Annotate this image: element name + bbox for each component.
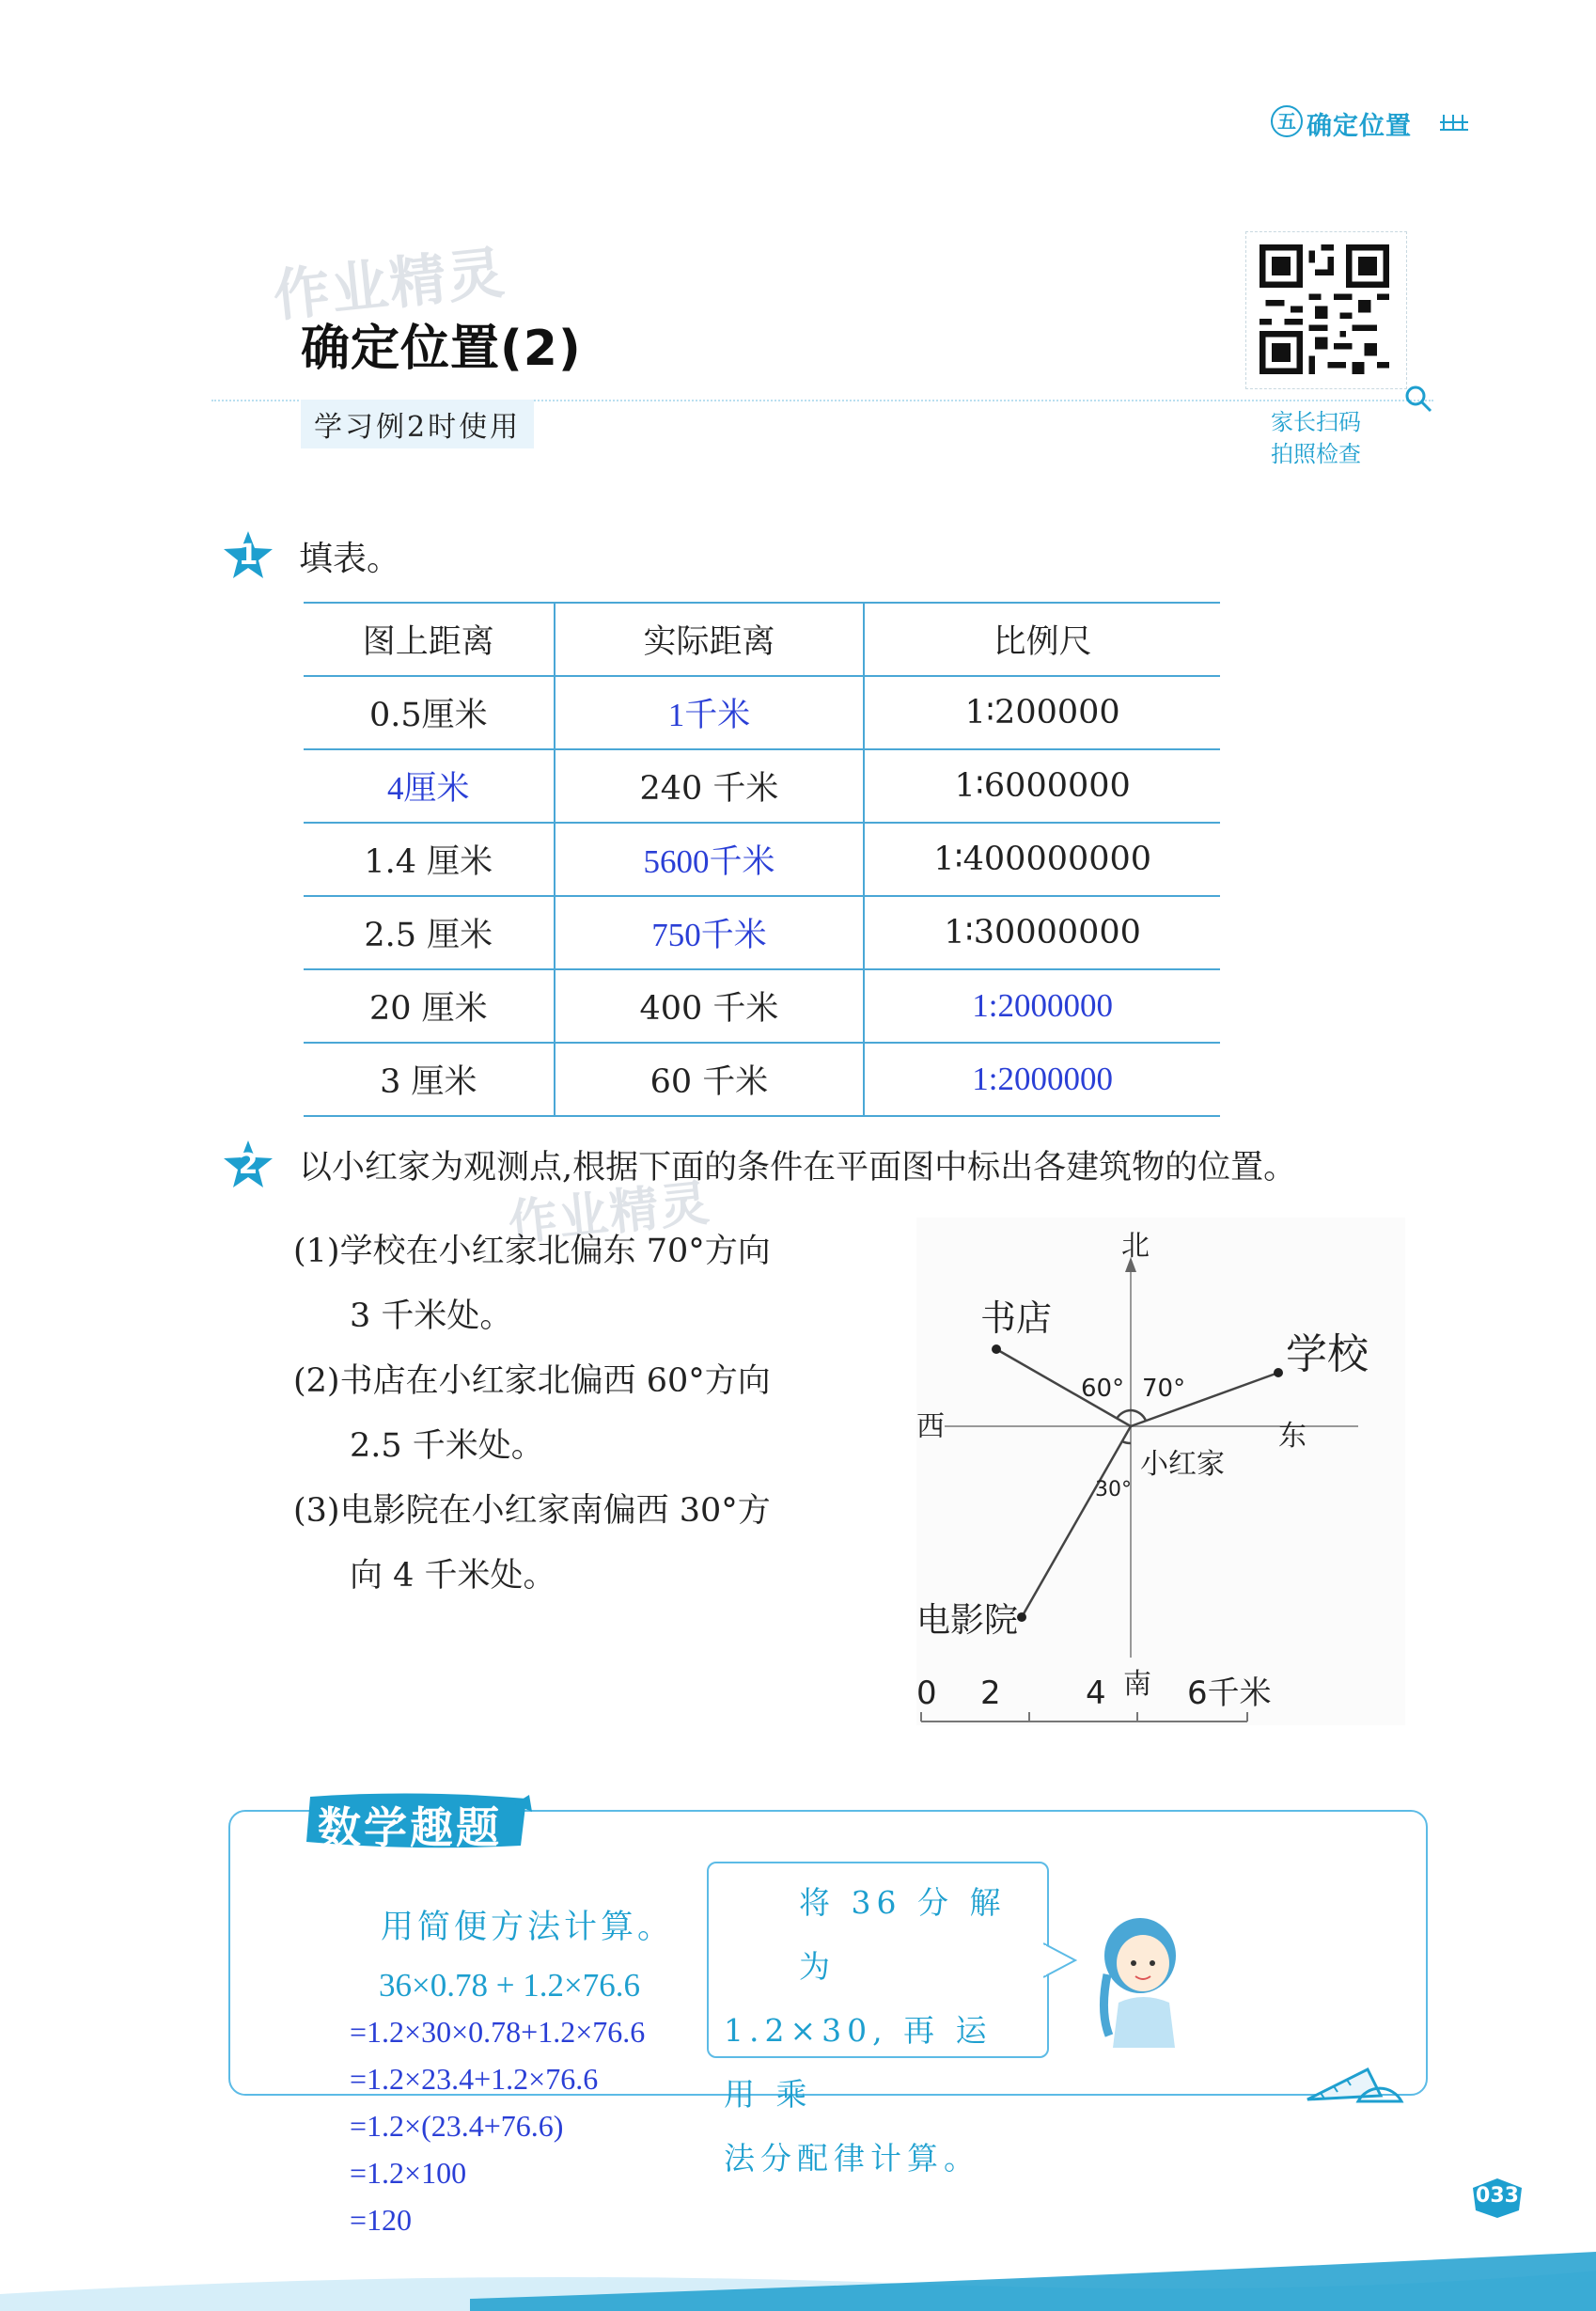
table-row <box>304 676 1220 749</box>
map-distance-cell: 20 厘米 <box>304 969 555 1043</box>
scale-tick-label: 0 <box>916 1674 937 1712</box>
table-row <box>304 969 1220 1043</box>
chapter-badge: 五 <box>1271 105 1303 137</box>
school-point <box>1274 1368 1283 1377</box>
solution-step: =1.2×100 <box>350 2156 467 2190</box>
bubble-tail <box>1043 1942 1077 1979</box>
ruler-protractor-icon <box>1302 2054 1405 2111</box>
solution-step: =1.2×30×0.78+1.2×76.6 <box>350 2015 646 2049</box>
scale-cell: 1∶200000 <box>864 676 1220 749</box>
scale-table <box>304 602 1220 1117</box>
actual-distance-cell: 240 千米 <box>555 749 865 823</box>
angle-label-sw: 30° <box>1095 1478 1132 1501</box>
watermark: 作业精灵 <box>270 240 509 330</box>
ladder-deco-icon <box>1438 111 1470 132</box>
actual-distance-cell: 400 千米 <box>555 969 865 1043</box>
scale-tick-label: 4 <box>1086 1674 1106 1712</box>
solution-steps <box>350 2008 645 2243</box>
qr-hint-line2: 拍照检查 <box>1271 441 1361 467</box>
footer-wave <box>0 2242 1596 2311</box>
fun-prompt: 用简便方法计算。 <box>381 1909 675 1946</box>
cinema-label: 电影院 <box>916 1601 1019 1640</box>
map-distance-cell: 0.5厘米 <box>304 676 555 749</box>
map-distance-cell: 2.5 厘米 <box>304 896 555 969</box>
hint-line: 法分配律计算。 <box>724 2140 980 2177</box>
solution-step: =1.2×(23.4+76.6) <box>350 2109 564 2143</box>
scale-tick-label: 2 <box>980 1674 1001 1712</box>
angle-arc-sw <box>1122 1441 1131 1443</box>
table-row <box>304 896 1220 969</box>
question-prompt: 填表。 <box>299 540 401 578</box>
actual-distance-cell: 60 千米 <box>555 1043 865 1116</box>
map-distance-cell: 3 厘米 <box>304 1043 555 1116</box>
answer-cell[interactable]: 1:2000000 <box>864 1043 1220 1116</box>
condition-1-cont: 3 千米处。 <box>350 1297 513 1335</box>
fun-title: 数学趣题 <box>318 1802 502 1853</box>
hint-text <box>724 1871 1034 2191</box>
angle-arc-ne <box>1131 1410 1146 1421</box>
school-label: 学校 <box>1286 1330 1369 1378</box>
solution-step: =120 <box>350 2203 413 2237</box>
watermark: 作业精灵 <box>506 1174 714 1253</box>
table-header-row <box>304 603 1220 676</box>
column-header: 图上距离 <box>304 603 555 676</box>
center-label: 小红家 <box>1140 1448 1225 1481</box>
angle-arc-nw <box>1117 1410 1131 1419</box>
map-distance-cell: 1.4 厘米 <box>304 823 555 896</box>
answer-cell[interactable]: 1:2000000 <box>864 969 1220 1043</box>
scale-tick-label: 6千米 <box>1187 1674 1272 1712</box>
answer-cell[interactable]: 4厘米 <box>304 749 555 823</box>
condition-3: (3)电影院在小红家南偏西 30°方 <box>293 1492 771 1530</box>
chapter-title: 确定位置 <box>1307 112 1412 141</box>
angle-label-ne: 70° <box>1142 1375 1186 1403</box>
bookstore-label: 书店 <box>980 1297 1053 1339</box>
qr-hint <box>1271 406 1361 470</box>
east-label: 东 <box>1278 1420 1307 1453</box>
west-label: 西 <box>916 1410 945 1443</box>
fun-expression: 36×0.78 + 1.2×76.6 <box>379 1967 640 2004</box>
condition-1: (1)学校在小红家北偏东 70°方向 <box>293 1233 771 1270</box>
column-header: 比例尺 <box>864 603 1220 676</box>
cinema-point <box>1017 1612 1026 1622</box>
lesson-title: 确定位置(2) <box>301 321 582 377</box>
solution-step: =1.2×23.4+1.2×76.6 <box>350 2062 599 2096</box>
usage-note: 学习例2时使用 <box>301 400 534 448</box>
bookstore-point <box>992 1344 1001 1354</box>
position-diagram[interactable] <box>916 1218 1405 1725</box>
scale-cell: 1∶6000000 <box>864 749 1220 823</box>
question-prompt: 以小红家为观测点,根据下面的条件在平面图中标出各建筑物的位置。 <box>299 1149 1297 1187</box>
qr-code-icon[interactable] <box>1260 244 1389 374</box>
answer-cell[interactable]: 1千米 <box>555 676 865 749</box>
answer-cell[interactable]: 750千米 <box>555 896 865 969</box>
table-row <box>304 1043 1220 1116</box>
scale-cell: 1∶400000000 <box>864 823 1220 896</box>
table-row <box>304 749 1220 823</box>
condition-2: (2)书店在小红家北偏西 60°方向 <box>293 1362 771 1400</box>
hint-line: 1.2×30, 再 运 用 乘 <box>724 2012 993 2113</box>
angle-label-nw: 60° <box>1081 1375 1125 1403</box>
hint-line: 将 36 分 解 为 <box>799 1884 1007 1985</box>
cinema-ray <box>1022 1426 1131 1617</box>
girl-illustration-icon <box>1088 1909 1192 2050</box>
question-number: 1 <box>238 539 258 572</box>
search-icon <box>1403 384 1433 414</box>
scale-cell: 1∶30000000 <box>864 896 1220 969</box>
scale-bar <box>921 1712 1247 1721</box>
condition-3-cont: 向 4 千米处。 <box>350 1557 556 1595</box>
column-header: 实际距离 <box>555 603 865 676</box>
answer-cell[interactable]: 5600千米 <box>555 823 865 896</box>
question-number: 2 <box>238 1148 258 1181</box>
north-label: 北 <box>1121 1230 1150 1263</box>
south-label: 南 <box>1123 1668 1151 1701</box>
qr-hint-line1: 家长扫码 <box>1271 409 1361 435</box>
condition-list <box>293 1219 771 1609</box>
condition-2-cont: 2.5 千米处。 <box>350 1427 544 1465</box>
page-number: 033 <box>1476 2184 1519 2208</box>
table-row <box>304 823 1220 896</box>
